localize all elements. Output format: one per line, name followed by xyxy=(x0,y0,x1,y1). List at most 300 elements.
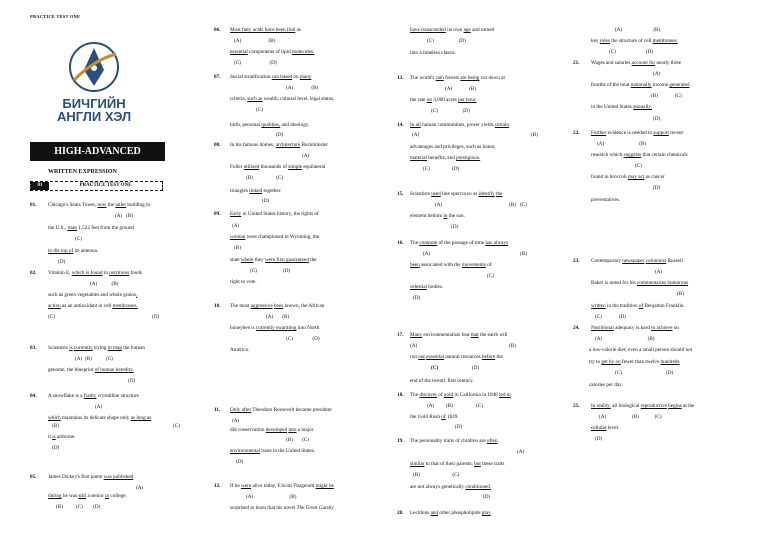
question-line xyxy=(48,344,145,352)
text-fragment: found in broccoli xyxy=(591,174,629,180)
publisher-logo xyxy=(38,40,150,135)
text-fragment: (A) xyxy=(90,281,98,287)
question-line xyxy=(609,48,653,56)
question-line xyxy=(410,413,459,421)
text-fragment: bodies. xyxy=(427,284,444,290)
pen-nib-logo-icon xyxy=(64,40,124,95)
text-fragment: identify xyxy=(478,191,495,197)
text-fragment: is xyxy=(52,434,56,440)
question-line xyxy=(410,26,494,34)
text-fragment: trying xyxy=(92,345,108,351)
question-line xyxy=(591,402,694,410)
text-fragment: 12. xyxy=(214,483,221,489)
text-fragment: (D) xyxy=(653,116,661,122)
text-fragment: Fuller xyxy=(230,164,244,170)
question-line xyxy=(615,369,673,377)
running-header: PRACTICE TEST ONE xyxy=(30,14,81,19)
question-line xyxy=(230,163,325,171)
text-fragment: 19. xyxy=(397,438,404,444)
text-fragment: membranes. xyxy=(112,303,138,309)
text-fragment: to the top of xyxy=(48,248,74,254)
text-fragment: (C) xyxy=(276,175,284,181)
question-line xyxy=(591,151,688,159)
text-fragment: 21. xyxy=(573,60,580,66)
text-fragment: the xyxy=(496,191,503,197)
question-line xyxy=(75,355,113,363)
text-fragment: (B) xyxy=(509,202,516,208)
text-fragment: the xyxy=(495,354,503,360)
text-fragment: adequacy is hard xyxy=(613,325,652,331)
text-fragment: forests xyxy=(443,75,461,81)
text-fragment: the sun. xyxy=(447,213,465,219)
text-fragment: as cancer xyxy=(644,174,665,180)
question-line xyxy=(651,92,682,100)
text-fragment: (C) xyxy=(635,163,642,169)
text-fragment: (B) xyxy=(531,132,538,138)
question-17 xyxy=(397,331,557,389)
text-fragment: out xyxy=(418,354,425,360)
question-line xyxy=(230,482,334,490)
text-fragment: (B) xyxy=(520,251,527,257)
text-fragment: line spectra so as xyxy=(440,191,479,197)
text-fragment: all biological xyxy=(610,403,641,409)
question-line xyxy=(230,187,281,195)
text-fragment: together. xyxy=(262,188,282,194)
text-fragment: (B) xyxy=(268,38,276,44)
text-fragment: rain xyxy=(435,75,444,81)
text-fragment: conditioned. xyxy=(465,484,492,490)
question-line xyxy=(230,302,324,310)
question-line xyxy=(48,492,127,500)
text-fragment: 10. xyxy=(214,303,221,309)
question-line xyxy=(230,447,315,455)
text-fragment: account for xyxy=(631,60,656,66)
text-fragment: other phospholipids xyxy=(438,510,482,516)
text-fragment: Lecithins xyxy=(410,510,431,516)
question-line xyxy=(48,247,98,255)
text-fragment: but xyxy=(474,461,481,467)
text-fragment: certain xyxy=(494,122,509,128)
text-fragment: college. xyxy=(109,493,127,499)
text-fragment: of xyxy=(485,262,492,268)
question-03 xyxy=(30,344,195,384)
question-line xyxy=(286,335,320,343)
question-05 xyxy=(30,473,195,518)
text-fragment: (A) xyxy=(232,418,240,424)
text-fragment: The xyxy=(410,392,420,398)
text-fragment: begins xyxy=(668,403,682,409)
text-fragment: 1849. xyxy=(445,414,459,420)
text-fragment: known, the African xyxy=(283,303,325,309)
text-fragment: environmentalists fear xyxy=(422,332,471,338)
text-fragment: (B) xyxy=(509,343,516,349)
text-fragment: written xyxy=(591,303,606,309)
text-fragment: simple xyxy=(288,164,303,170)
text-fragment: of the passage of time xyxy=(437,240,486,246)
question-line xyxy=(410,283,443,291)
text-fragment: (D) xyxy=(269,60,277,66)
text-fragment: 17. xyxy=(397,332,404,338)
text-fragment: Chicago's Sears Tower, xyxy=(48,202,98,208)
question-line xyxy=(410,239,508,247)
question-line xyxy=(431,364,479,372)
text-fragment: element helium xyxy=(410,213,444,219)
text-fragment: such as green vegetables and whole grains xyxy=(48,292,136,298)
text-fragment: in xyxy=(443,213,448,219)
text-fragment: play xyxy=(481,510,491,516)
text-fragment: income xyxy=(651,82,670,88)
text-fragment: In reality, xyxy=(591,403,611,409)
text-fragment: key xyxy=(591,38,600,44)
question-line xyxy=(48,366,134,374)
question-line xyxy=(589,358,680,366)
text-fragment: (B) xyxy=(651,93,658,99)
text-fragment: essential xyxy=(426,354,445,360)
text-fragment: maintains its delicate shape only xyxy=(60,415,131,421)
text-fragment: generated xyxy=(669,82,690,88)
text-fragment: cellular xyxy=(591,425,607,431)
practice-test-title: PRACTICE TEST ONE xyxy=(79,183,132,188)
text-fragment: If he xyxy=(230,483,241,489)
text-fragment: membranes. xyxy=(652,38,678,44)
text-fragment: (B) xyxy=(282,314,290,320)
text-fragment: the xyxy=(106,202,116,208)
question-line xyxy=(591,37,678,45)
text-fragment: Benjamin Franklin. xyxy=(643,303,685,309)
text-fragment: that xyxy=(470,332,479,338)
text-fragment: (A) xyxy=(423,251,431,257)
question-23 xyxy=(573,257,743,323)
text-fragment: woman xyxy=(230,234,246,240)
text-fragment: 07. xyxy=(214,74,221,80)
text-fragment: Buckminster xyxy=(300,142,328,148)
question-line xyxy=(230,48,314,56)
question-line xyxy=(410,190,502,198)
text-fragment: its antenna. xyxy=(73,248,99,254)
text-fragment: (D) xyxy=(312,336,320,342)
text-fragment: (D) xyxy=(458,38,466,44)
text-fragment: to that of their parents, xyxy=(424,461,475,467)
text-fragment: (D) xyxy=(58,259,66,265)
question-line xyxy=(410,460,504,468)
text-fragment: many xyxy=(299,74,312,80)
text-fragment: Baker is noted for his xyxy=(591,280,637,286)
text-fragment: (B) xyxy=(653,27,661,33)
text-fragment: (A) xyxy=(445,86,453,92)
question-line xyxy=(591,81,690,89)
text-fragment: rises xyxy=(67,225,77,231)
text-fragment: Early xyxy=(230,211,242,217)
text-fragment: and turned xyxy=(470,27,495,33)
question-07 xyxy=(214,73,374,141)
text-fragment: Most fatty acids have been xyxy=(230,27,287,33)
text-fragment: (D) xyxy=(645,49,653,55)
text-fragment: (C) xyxy=(609,49,616,55)
text-fragment: (C) xyxy=(427,38,434,44)
question-line xyxy=(597,140,646,148)
text-fragment: similar xyxy=(410,461,425,467)
text-fragment: (B) xyxy=(52,423,59,429)
text-fragment: 15. xyxy=(397,191,404,197)
text-fragment: action xyxy=(48,303,61,309)
question-line xyxy=(591,129,683,137)
text-fragment: which is found xyxy=(71,270,103,276)
question-line xyxy=(431,107,470,115)
text-fragment: 06. xyxy=(214,27,221,33)
text-fragment: columnist xyxy=(645,258,667,264)
text-fragment: the rate xyxy=(410,97,427,103)
text-fragment: (B) xyxy=(677,291,684,297)
question-16 xyxy=(397,239,557,307)
question-line xyxy=(230,426,313,434)
text-fragment: (A) xyxy=(410,343,418,349)
text-fragment: (D) xyxy=(276,132,284,138)
text-fragment: 23. xyxy=(573,258,580,264)
text-fragment: where xyxy=(240,257,254,263)
question-line xyxy=(599,413,662,421)
text-fragment: Wages and salaries xyxy=(591,60,632,66)
text-fragment: of xyxy=(441,414,446,420)
text-fragment: developed xyxy=(265,427,288,433)
text-fragment: can based xyxy=(271,74,293,80)
question-20-continued xyxy=(573,26,743,58)
question-line xyxy=(48,433,76,441)
text-fragment: Nutritional xyxy=(591,325,614,331)
text-fragment: might be xyxy=(315,483,334,489)
text-fragment: evidence is needed to xyxy=(606,130,654,136)
text-fragment: 1,522 feet from the ground xyxy=(76,225,135,231)
text-fragment: (C) xyxy=(286,336,293,342)
text-fragment: 13. xyxy=(397,75,404,81)
text-fragment: it xyxy=(48,434,53,440)
question-line xyxy=(230,26,301,34)
text-fragment: a low-calorie diet; even a small person should not xyxy=(589,347,693,353)
text-fragment: (A) xyxy=(517,449,525,455)
text-fragment: (C) xyxy=(173,423,180,429)
question-line xyxy=(48,291,137,299)
text-fragment: is xyxy=(69,345,73,351)
question-line xyxy=(286,84,318,92)
text-fragment: (A) xyxy=(599,414,607,420)
text-fragment: annually. xyxy=(633,104,652,110)
question-line xyxy=(230,233,319,241)
question-line xyxy=(48,302,138,310)
text-fragment: (D) xyxy=(483,494,491,500)
text-fragment: Contemporary xyxy=(591,258,623,264)
text-fragment: foods xyxy=(129,270,142,276)
text-fragment: (C) xyxy=(302,437,309,443)
text-fragment: of xyxy=(436,392,444,398)
text-fragment: (A) xyxy=(266,314,274,320)
text-fragment: (A) xyxy=(115,213,123,219)
text-fragment: the earth will xyxy=(478,332,508,338)
text-fragment: roles xyxy=(599,38,610,44)
text-fragment: cut down at xyxy=(479,75,505,81)
text-fragment: calories per day. xyxy=(589,382,623,388)
text-fragment: its own xyxy=(445,27,464,33)
text-fragment: aggressive xyxy=(250,303,273,309)
text-fragment: a major xyxy=(296,427,314,433)
text-fragment: state xyxy=(230,257,241,263)
text-fragment: a senior xyxy=(86,493,106,499)
text-fragment: celestial xyxy=(410,284,427,290)
text-fragment: (D) xyxy=(52,445,60,451)
question-line xyxy=(250,267,290,275)
question-line xyxy=(410,353,503,361)
text-fragment: 01. xyxy=(30,202,37,208)
text-fragment: (D) xyxy=(618,314,626,320)
text-fragment: (C) xyxy=(654,414,662,420)
text-fragment: frailty xyxy=(83,393,97,399)
text-fragment: molecules. xyxy=(291,49,315,55)
text-fragment: advantages and privileges, such as honor, xyxy=(410,144,496,150)
text-fragment: the U.S., xyxy=(48,225,68,231)
text-fragment: architecture xyxy=(275,142,301,148)
text-fragment: currently xyxy=(73,345,93,351)
text-fragment: discover xyxy=(419,392,437,398)
text-fragment: (C) xyxy=(431,365,439,371)
text-fragment: (D) xyxy=(152,314,160,320)
text-fragment: level. xyxy=(606,425,620,431)
text-fragment: The xyxy=(410,240,420,246)
question-line xyxy=(246,174,283,182)
text-fragment: natural resources xyxy=(444,354,482,360)
text-fragment: still xyxy=(78,493,87,499)
text-fragment: these traits xyxy=(480,461,505,467)
question-line xyxy=(56,503,100,511)
text-fragment: (D) xyxy=(462,108,470,114)
text-fragment: nearly three xyxy=(655,60,682,66)
question-line xyxy=(230,324,319,332)
question-line xyxy=(591,324,679,332)
text-fragment: get by on xyxy=(601,359,621,365)
text-fragment: (C) xyxy=(674,93,682,99)
question-line xyxy=(591,279,688,287)
question-10 xyxy=(214,302,374,357)
text-fragment: Vitamin E, xyxy=(48,270,72,276)
text-fragment: (C) xyxy=(75,236,82,242)
text-fragment: (D) xyxy=(455,424,463,430)
text-fragment: A snowflake is a xyxy=(48,393,84,399)
text-fragment: (D) xyxy=(282,268,291,274)
question-line xyxy=(48,224,134,232)
text-fragment: per hour. xyxy=(458,97,477,103)
text-fragment: issue in the United States. xyxy=(259,448,316,454)
text-fragment: (D) xyxy=(451,166,460,172)
text-fragment: 05. xyxy=(30,474,37,480)
question-15 xyxy=(397,190,557,234)
text-fragment: now xyxy=(97,202,107,208)
text-fragment: in xyxy=(105,493,110,499)
text-fragment: The world's xyxy=(410,75,436,81)
text-fragment: of xyxy=(638,303,644,309)
question-line xyxy=(410,391,511,399)
question-20 xyxy=(397,509,557,521)
text-fragment: (C) xyxy=(615,370,622,376)
text-fragment: in United States history, the rights of xyxy=(241,211,319,217)
text-fragment: Only after xyxy=(230,407,252,413)
question-21 xyxy=(573,59,743,125)
text-fragment: 09. xyxy=(214,211,221,217)
text-fragment: as xyxy=(295,27,301,33)
text-fragment: The personality traits of children are xyxy=(410,438,487,444)
text-fragment: into North xyxy=(296,325,320,331)
text-fragment: linked xyxy=(249,188,263,194)
question-01 xyxy=(30,201,195,271)
question-08 xyxy=(214,141,374,209)
text-fragment: newspaper xyxy=(622,258,645,264)
text-fragment: has always xyxy=(485,240,508,246)
text-fragment: airborne. xyxy=(55,434,76,440)
question-line xyxy=(445,85,476,93)
text-fragment: (B) xyxy=(639,141,647,147)
question-line xyxy=(115,212,133,220)
text-fragment: are being xyxy=(460,75,480,81)
text-fragment: Scientists xyxy=(410,191,432,197)
question-line xyxy=(413,471,459,479)
text-fragment: run xyxy=(410,354,419,360)
text-fragment: (C) xyxy=(256,107,263,113)
question-line xyxy=(230,406,332,414)
text-fragment: preventatives. xyxy=(591,197,620,203)
text-fragment: environmental xyxy=(230,448,260,454)
text-fragment: bees xyxy=(273,303,284,309)
text-fragment: alive today, F.Scott Fitzgerald xyxy=(251,483,316,489)
question-25 xyxy=(573,402,743,446)
text-fragment: 02. xyxy=(30,270,37,276)
text-fragment: commentaries humorous xyxy=(636,280,689,286)
text-fragment: may act xyxy=(628,174,645,180)
brand-line-1: БИЧГИЙН xyxy=(62,96,126,111)
question-line xyxy=(591,59,681,67)
text-fragment: prestigious. xyxy=(456,155,481,161)
level-banner: HIGH-ADVANCED xyxy=(30,142,165,161)
question-22 xyxy=(573,129,743,205)
question-line xyxy=(230,141,328,149)
text-fragment: (C) xyxy=(423,166,430,172)
text-fragment: 08. xyxy=(214,142,221,148)
text-fragment: 03. xyxy=(30,345,37,351)
text-fragment: (B) xyxy=(311,85,319,91)
text-fragment: gold xyxy=(443,392,454,398)
text-fragment: during xyxy=(48,493,62,499)
text-fragment: 04. xyxy=(30,393,37,399)
text-fragment: support xyxy=(653,130,669,136)
text-fragment: Theodore Roosevelt became president xyxy=(251,407,332,413)
question-line xyxy=(410,74,505,82)
question-line xyxy=(410,261,491,269)
text-fragment: on xyxy=(672,325,679,331)
text-fragment: (A) xyxy=(595,336,603,342)
text-fragment: in xyxy=(102,270,110,276)
text-fragment: material xyxy=(410,155,427,161)
text-fragment: into a timeless classic. xyxy=(410,50,457,56)
text-fragment: (C) xyxy=(431,108,438,114)
question-06 xyxy=(214,26,374,71)
text-fragment: (A) xyxy=(246,494,254,500)
text-fragment: the Gold Rush xyxy=(410,414,442,420)
text-fragment: to map xyxy=(107,345,122,351)
question-line xyxy=(595,335,655,343)
text-fragment: (C) xyxy=(250,268,257,274)
text-fragment: 18. xyxy=(397,392,404,398)
text-fragment: movements xyxy=(461,262,486,268)
question-line xyxy=(591,173,665,181)
text-fragment: recent xyxy=(668,130,683,136)
text-fragment: honeybee is xyxy=(230,325,256,331)
text-fragment: he was xyxy=(61,493,79,499)
text-fragment: thousands of xyxy=(259,164,289,170)
